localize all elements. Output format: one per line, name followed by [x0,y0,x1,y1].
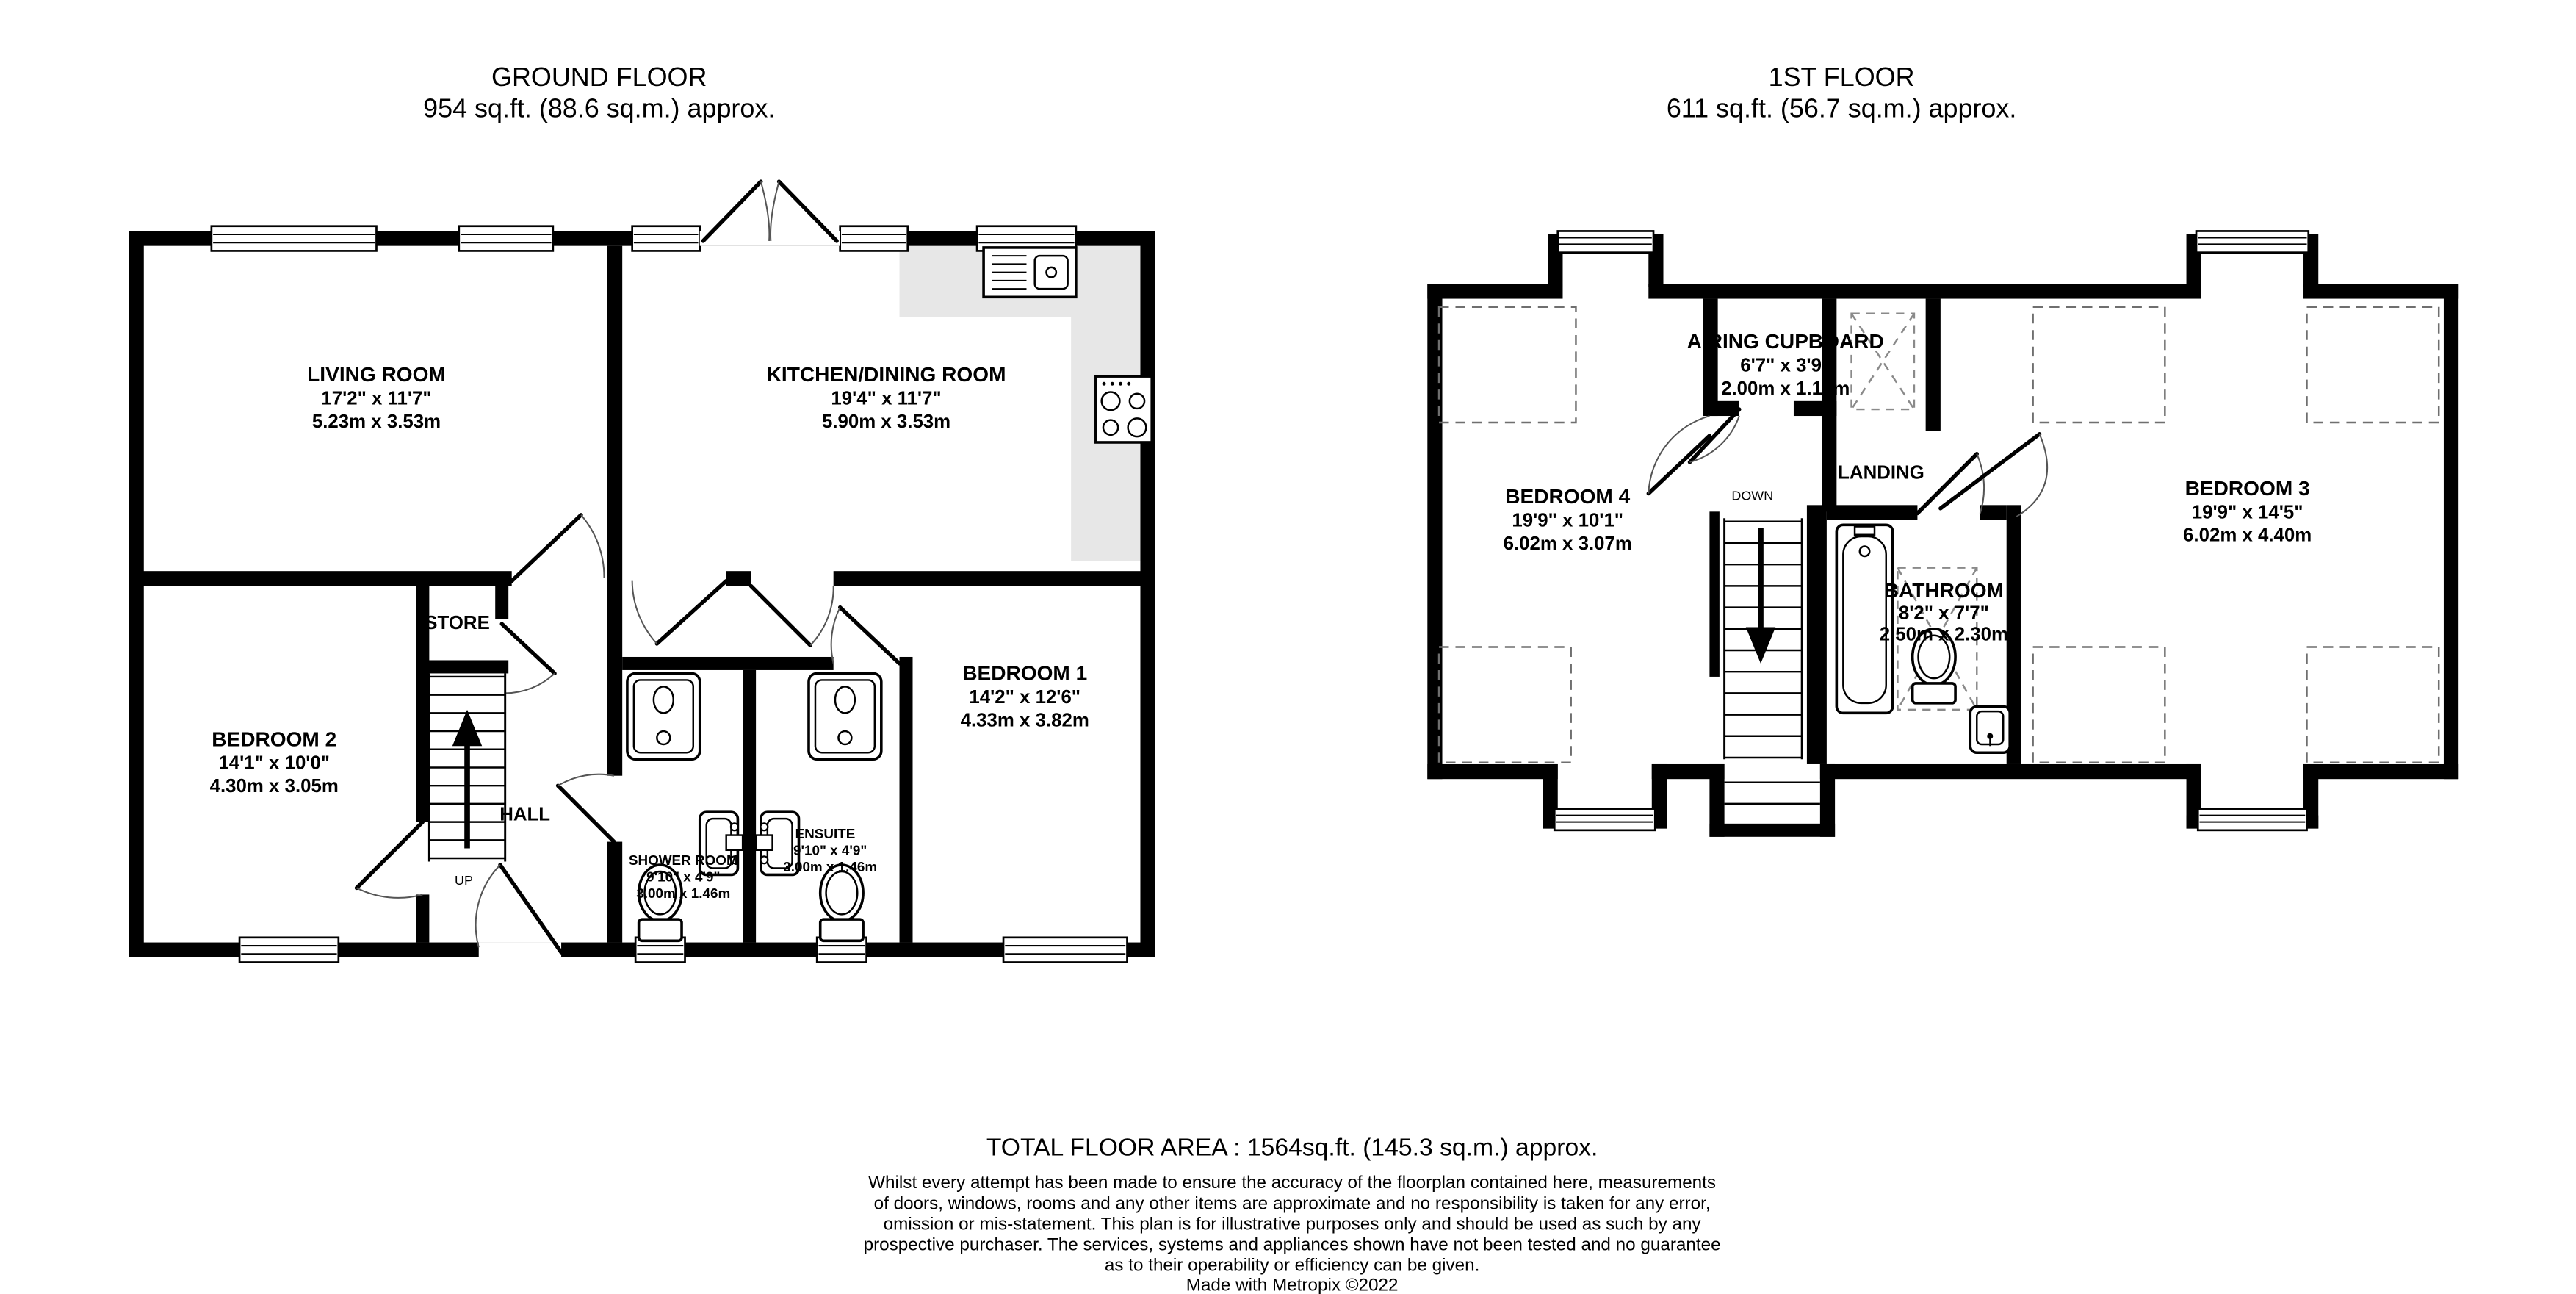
svg-text:6.02m x 4.40m: 6.02m x 4.40m [2183,525,2312,546]
svg-text:3.00m x 1.46m: 3.00m x 1.46m [783,858,878,874]
basin-icon [1970,706,2010,752]
first-floor-plan [1427,62,2458,837]
bedroom4-label [1504,485,1632,554]
disclaimer-line: of doors, windows, rooms and any other items are approximate and no responsibility is taken for any error, [873,1193,1711,1214]
shower-tray-icon [809,673,881,759]
disclaimer-line: as to their operability or efficiency can be given. [1104,1255,1480,1276]
svg-text:19'4" x 11'7": 19'4" x 11'7" [831,388,942,409]
svg-text:SHOWER ROOM: SHOWER ROOM [628,852,738,868]
ground-floor-title: GROUND FLOOR [491,61,707,92]
ground-floor-plan [129,62,1155,963]
ground-floor-subtitle: 954 sq.ft. (88.6 sq.m.) approx. [423,93,776,123]
bathroom-label [1880,579,2008,644]
bath-icon [1836,525,1892,713]
svg-text:6'7" x 3'9": 6'7" x 3'9" [1740,355,1831,376]
svg-text:BATHROOM: BATHROOM [1883,579,2004,603]
bedroom2-label [210,727,339,797]
hob-icon [1096,376,1152,442]
svg-text:9'10" x 4'9": 9'10" x 4'9" [646,869,721,885]
svg-text:4.30m x 3.05m: 4.30m x 3.05m [209,776,339,797]
svg-text:ENSUITE: ENSUITE [795,826,856,842]
svg-text:AIRING CUPBOARD: AIRING CUPBOARD [1686,329,1884,353]
disclaimer-line: Whilst every attempt has been made to ensure the accuracy of the floorplan contained here, measurements [868,1173,1717,1193]
first-floor-subtitle: 611 sq.ft. (56.7 sq.m.) approx. [1666,93,2017,123]
svg-text:3.00m x 1.46m: 3.00m x 1.46m [636,885,731,901]
svg-text:BEDROOM 2: BEDROOM 2 [212,727,337,751]
svg-text:2.50m x 2.30m: 2.50m x 2.30m [1879,624,2008,645]
up-label: UP [455,872,474,888]
toilet-icon [820,865,863,941]
disclaimer-line: omission or mis-statement. This plan is for illustrative purposes only and should be used as such by any [883,1214,1701,1234]
first-floor-title: 1ST FLOOR [1768,61,1915,92]
credit-line: Made with Metropix ©2022 [1186,1275,1399,1294]
sink-icon [984,248,1076,297]
svg-text:BEDROOM 4: BEDROOM 4 [1505,485,1631,508]
svg-text:2.00m x 1.15m: 2.00m x 1.15m [1721,378,1850,399]
svg-text:14'1" x 10'0": 14'1" x 10'0" [218,752,331,774]
landing-label: LANDING [1838,462,1924,484]
total-floor-area: TOTAL FLOOR AREA : 1564sq.ft. (145.3 sq.m.) approx. [986,1134,1598,1162]
shower-tray-icon [627,673,700,759]
french-doors [700,181,840,246]
svg-text:6.02m x 3.07m: 6.02m x 3.07m [1503,533,1632,554]
down-label: DOWN [1731,488,1774,503]
hall-label: HALL [499,804,551,825]
disclaimer-line: prospective purchaser. The services, systems and appliances shown have not been tested and no guarantee [863,1234,1721,1255]
bedroom3-label [2183,477,2312,546]
store-label: STORE [425,612,490,633]
svg-text:4.33m x 3.82m: 4.33m x 3.82m [960,710,1089,731]
svg-text:KITCHEN/DINING ROOM: KITCHEN/DINING ROOM [766,362,1006,386]
svg-text:LIVING ROOM: LIVING ROOM [307,362,446,386]
svg-text:BEDROOM 3: BEDROOM 3 [2184,476,2310,500]
svg-text:5.23m x 3.53m: 5.23m x 3.53m [311,411,441,432]
living-room-label [307,363,446,432]
svg-text:BEDROOM 1: BEDROOM 1 [962,661,1088,685]
bedroom1-label [961,661,1089,730]
svg-text:9'10" x 4'9": 9'10" x 4'9" [793,842,867,858]
svg-text:14'2" x 12'6": 14'2" x 12'6" [969,686,1081,708]
footer [864,1134,1721,1294]
svg-text:19'9" x 14'5": 19'9" x 14'5" [2191,502,2303,523]
svg-text:5.90m x 3.53m: 5.90m x 3.53m [821,411,951,432]
svg-text:19'9" x 10'1": 19'9" x 10'1" [1512,510,1624,531]
svg-text:8'2" x 7'7": 8'2" x 7'7" [1898,603,1989,624]
ground-floor-interior [129,231,1155,957]
svg-text:17'2" x 11'7": 17'2" x 11'7" [321,388,432,409]
